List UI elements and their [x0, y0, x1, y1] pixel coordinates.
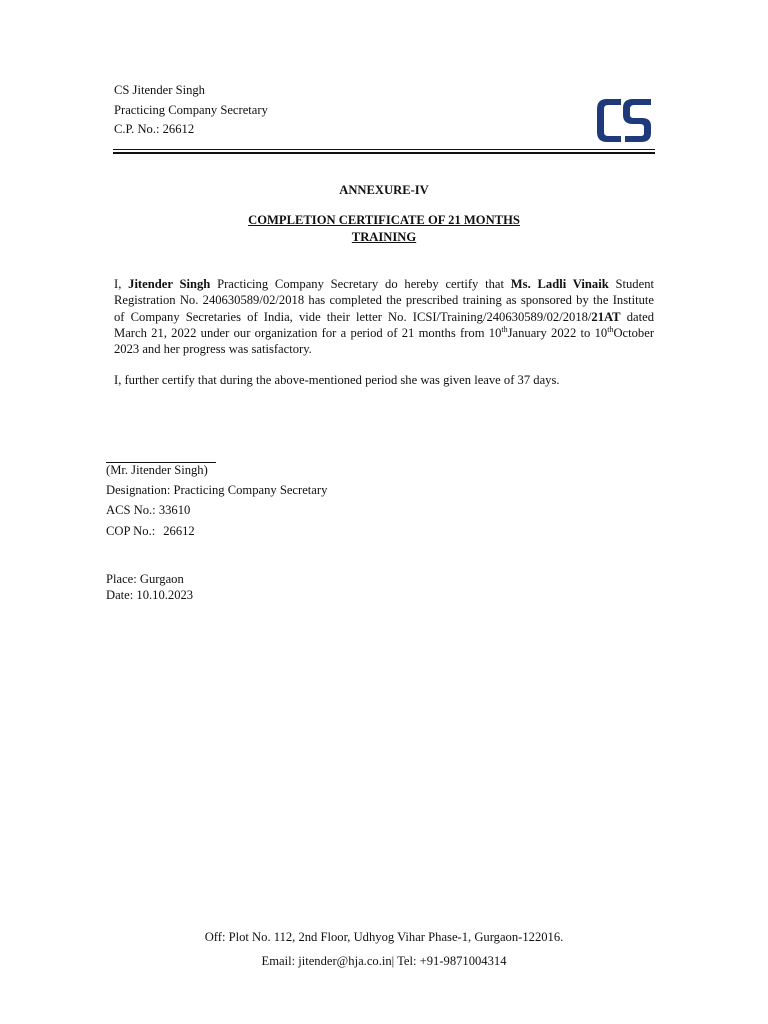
cop-value: 26612 [163, 524, 195, 538]
signatory-name-bold: Jitender Singh [128, 277, 211, 291]
para-text: dated March 21, 2022 under our organization for a period of 21 months from 10 [114, 309, 655, 340]
letterhead-name: CS Jitender Singh [114, 83, 205, 97]
certification-paragraph [114, 276, 654, 357]
ordinal-superscript: th [501, 324, 508, 334]
cs-logo-c [597, 99, 621, 142]
leave-statement: I, further certify that during the above-mentioned period she was given leave of 37 days. [114, 373, 560, 387]
certificate-title-line2: TRAINING [351, 230, 417, 244]
para-text: January 2022 to 10 [507, 325, 608, 340]
place: Place: Gurgaon [106, 572, 184, 586]
letterhead-designation: Practicing Company Secretary [114, 103, 268, 117]
header-divider-thin [113, 149, 655, 150]
student-name-bold: Ms. Ladli Vinaik [510, 277, 609, 291]
cop-label: COP No.: [106, 524, 156, 538]
signatory-designation: Designation: Practicing Company Secretary [106, 483, 328, 497]
cs-logo [595, 93, 653, 148]
footer-address: Off: Plot No. 112, 2nd Floor, Udhyog Vihar Phase-1, Gurgaon-122016. [204, 930, 564, 944]
ordinal-superscript: th [607, 324, 614, 334]
cop-number [106, 524, 195, 539]
header-divider-thick [113, 152, 655, 154]
signatory-name: (Mr. Jitender Singh) [106, 463, 208, 477]
para-text: Student Registration No. 240630589/02/2018 has completed the prescribed training as sponsored by the Institute of Company Secretaries of India, vide their letter No. ICSI/Training/240630589/02/2018/ [114, 277, 654, 324]
annexure-heading: ANNEXURE-IV [339, 183, 429, 197]
certificate-title-line1: COMPLETION CERTIFICATE OF 21 MONTHS [248, 213, 520, 227]
letter-suffix-bold: 21AT [591, 309, 621, 324]
date: Date: 10.10.2023 [106, 588, 194, 602]
para-text: Practicing Company Secretary do hereby certify that [210, 277, 511, 291]
acs-number: ACS No.: 33610 [106, 503, 191, 517]
para-text: October 2023 and her progress was satisfactory. [114, 325, 655, 357]
para-text: I, [114, 277, 129, 291]
letterhead-cp-number: C.P. No.: 26612 [114, 122, 195, 136]
cs-logo-s [623, 99, 651, 142]
footer-contact: Email: jitender@hja.co.in| Tel: +91-9871004314 [261, 954, 507, 968]
